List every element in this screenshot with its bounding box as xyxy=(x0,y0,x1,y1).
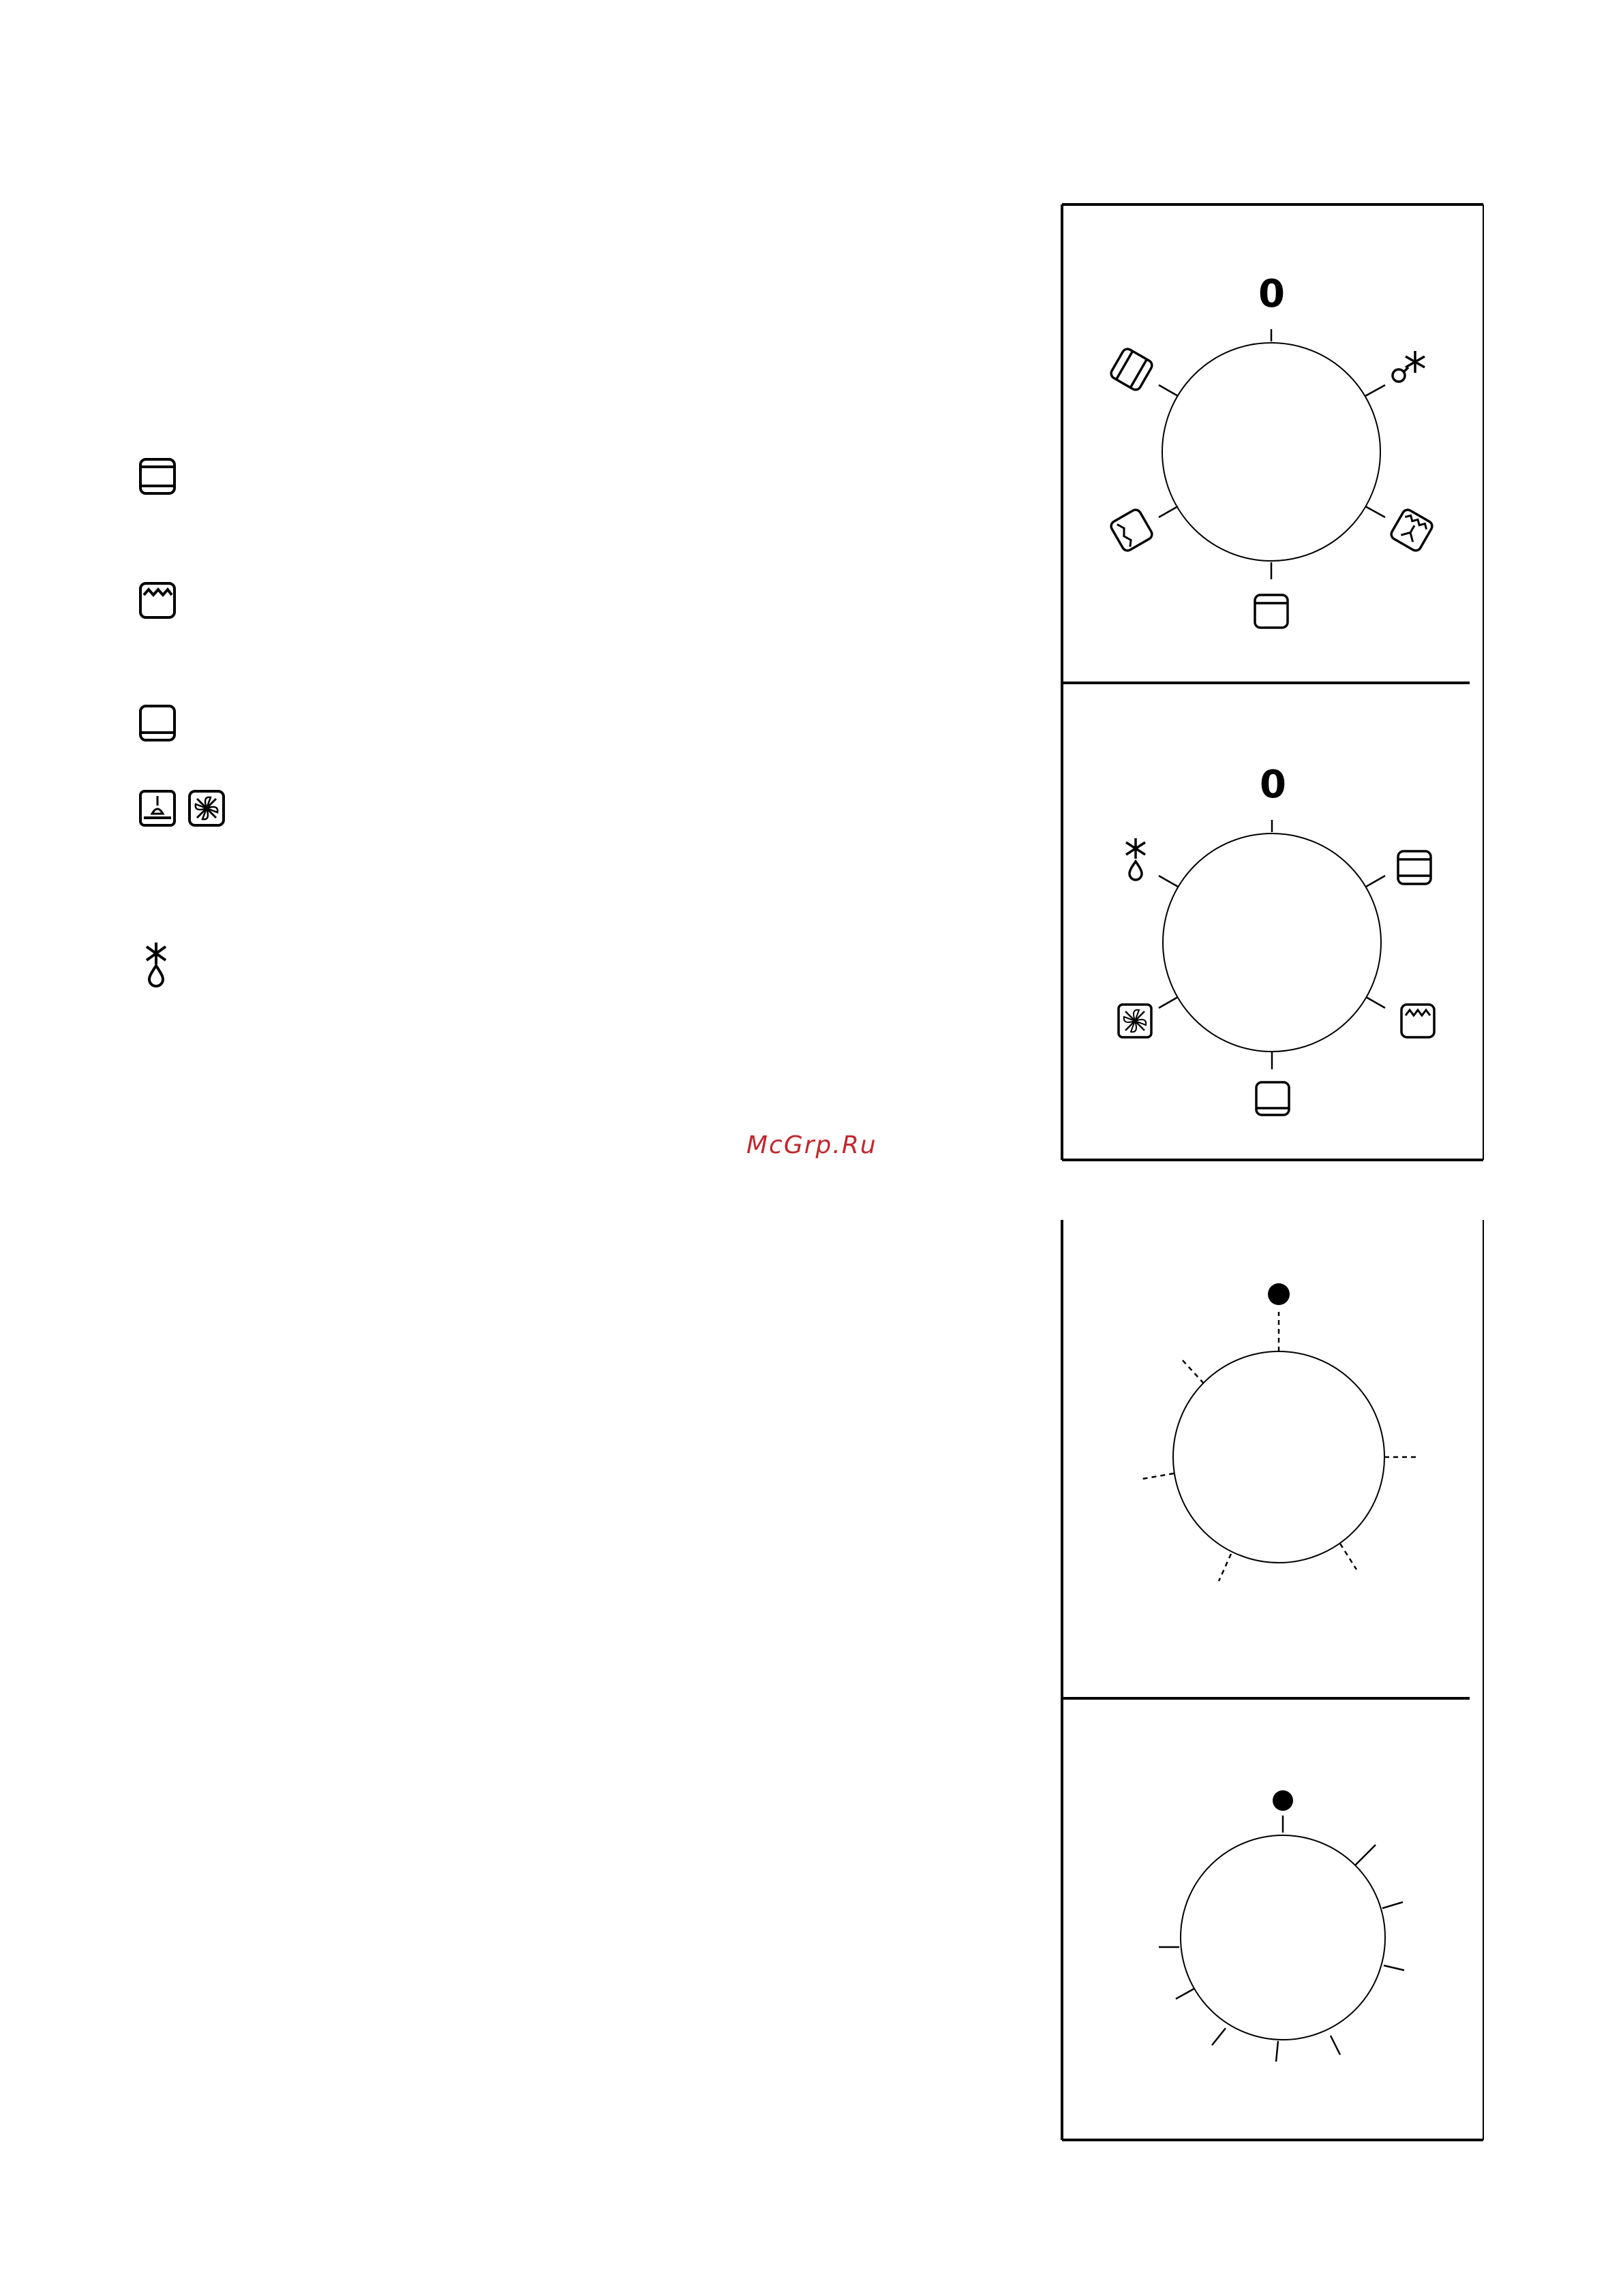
watermark: McGrp.Ru xyxy=(746,1131,877,1159)
dial-2-fan-heat-icon xyxy=(1119,1005,1151,1037)
dial-3 xyxy=(1142,1283,1416,1581)
defrost-icon xyxy=(138,940,174,988)
dial-2-grill-icon xyxy=(1401,1005,1434,1037)
dial-2 xyxy=(1119,763,1434,1115)
panel-top xyxy=(1062,204,1483,1160)
top-bottom-heat-icon xyxy=(138,457,177,495)
dial-1-defrost-icon xyxy=(1393,351,1425,382)
fan-bottom-heat-icon xyxy=(138,789,177,827)
dial-2-bottom-heat-icon xyxy=(1256,1082,1289,1115)
dial-2-defrost-icon xyxy=(1126,838,1145,880)
dial-3-indicator-dot xyxy=(1268,1283,1290,1305)
dial-1-zero-label: 0 xyxy=(1258,272,1285,316)
grill-icon xyxy=(138,581,177,619)
panel-bottom xyxy=(1062,1220,1483,2140)
dial-1-fan-grill-icon xyxy=(1389,508,1434,553)
dial-1-bottom-heat-icon xyxy=(1255,595,1288,628)
dial-1-top-bottom-heat-icon xyxy=(1109,347,1154,392)
dial-1-grill-icon xyxy=(1109,508,1154,553)
dial-2-zero-label: 0 xyxy=(1260,763,1286,807)
dial-diagram-panels xyxy=(1050,194,1500,2157)
dial-1 xyxy=(1109,272,1434,628)
dial-4-indicator-dot xyxy=(1273,1790,1293,1811)
fan-icon xyxy=(187,789,226,827)
dial-4 xyxy=(1159,1790,1404,2062)
dial-2-top-bottom-heat-icon xyxy=(1398,851,1431,884)
bottom-heat-icon xyxy=(138,704,177,742)
